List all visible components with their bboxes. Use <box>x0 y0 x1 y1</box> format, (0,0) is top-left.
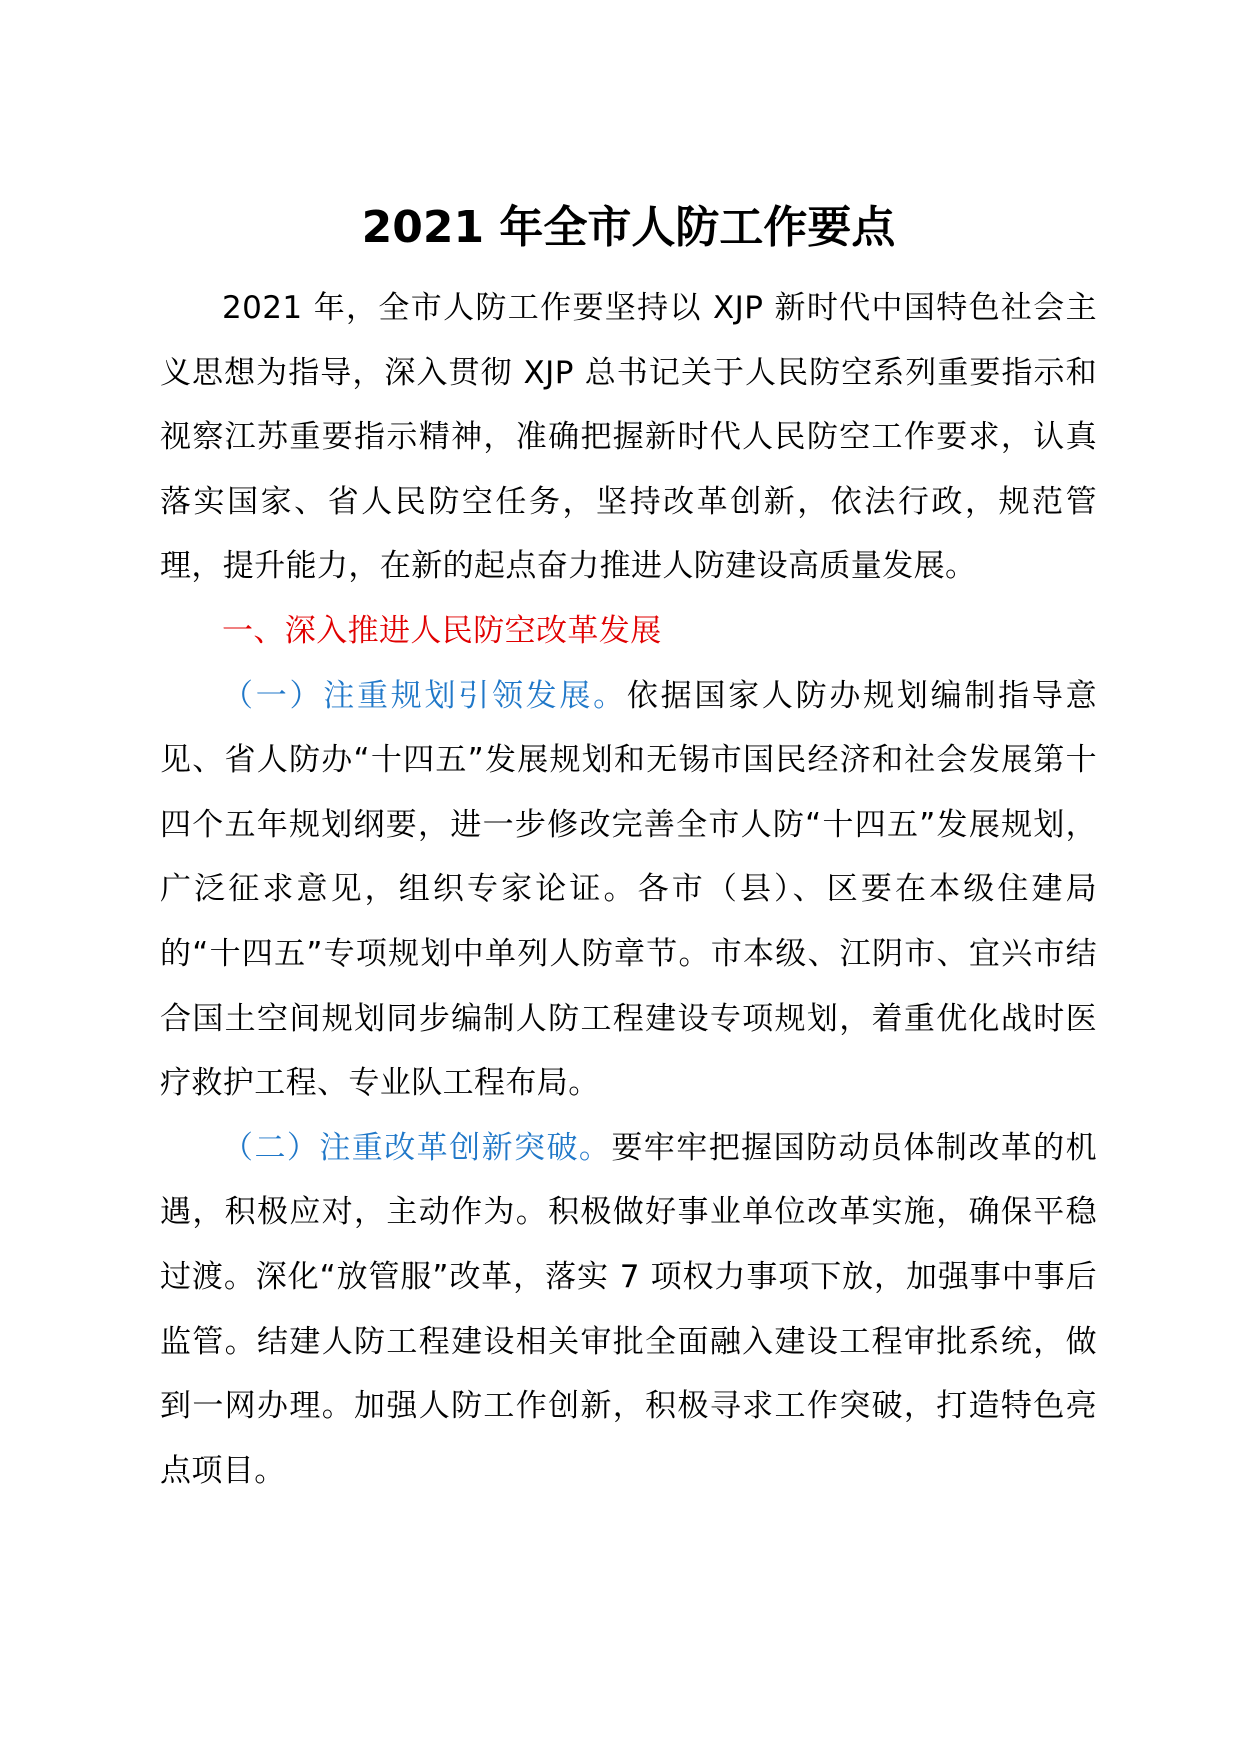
item-1-body: 依据国家人防办规划编制指导意见、省人防办“十四五”发展规划和无锡市国民经济和社会发展第十四个五年规划纲要，进一步修改完善全市人防“十四五”发展规划，广泛征求意见，组织专家论证。各市（县）、区要在本级住建局的“十四五”专项规划中单列人防章节。市本级、江阴市、宜兴市结合国土空间规划同步编制人防工程建设专项规划，着重优化战时医疗救护工程、专业队工程布局。 <box>160 677 1097 1102</box>
document-title: 2021 年全市人防工作要点 <box>361 202 896 253</box>
item-1-heading: （一）注重规划引领发展。 <box>222 677 627 714</box>
section-item-2 <box>160 1116 1097 1504</box>
item-2-body: 要牢牢把握国防动员体制改革的机遇，积极应对，主动作为。积极做好事业单位改革实施，确保平稳过渡。深化“放管服”改革，落实 7 项权力事项下放，加强事中事后监管。结建人防工程建设相关审批全面融入建设工程审批系统，做到一网办理。加强人防工作创新，积极寻求工作突破，打造特色亮点项目。 <box>160 1129 1097 1489</box>
item-2-heading: （二）注重改革创新突破。 <box>222 1129 612 1166</box>
section-heading: 一、深入推进人民防空改革发展 <box>222 612 662 649</box>
intro-paragraph: 2021 年，全市人防工作要坚持以 XJP 新时代中国特色社会主义思想为指导，深入贯彻 XJP 总书记关于人民防空系列重要指示和视察江苏重要指示精神，准确把握新时代人民防空工作要求，认真落实国家、省人民防空任务，坚持改革创新，依法行政，规范管理，提升能力，在新的起点奋力推进人防建设高质量发展。 <box>160 290 1098 585</box>
section-item-1 <box>160 664 1097 1116</box>
